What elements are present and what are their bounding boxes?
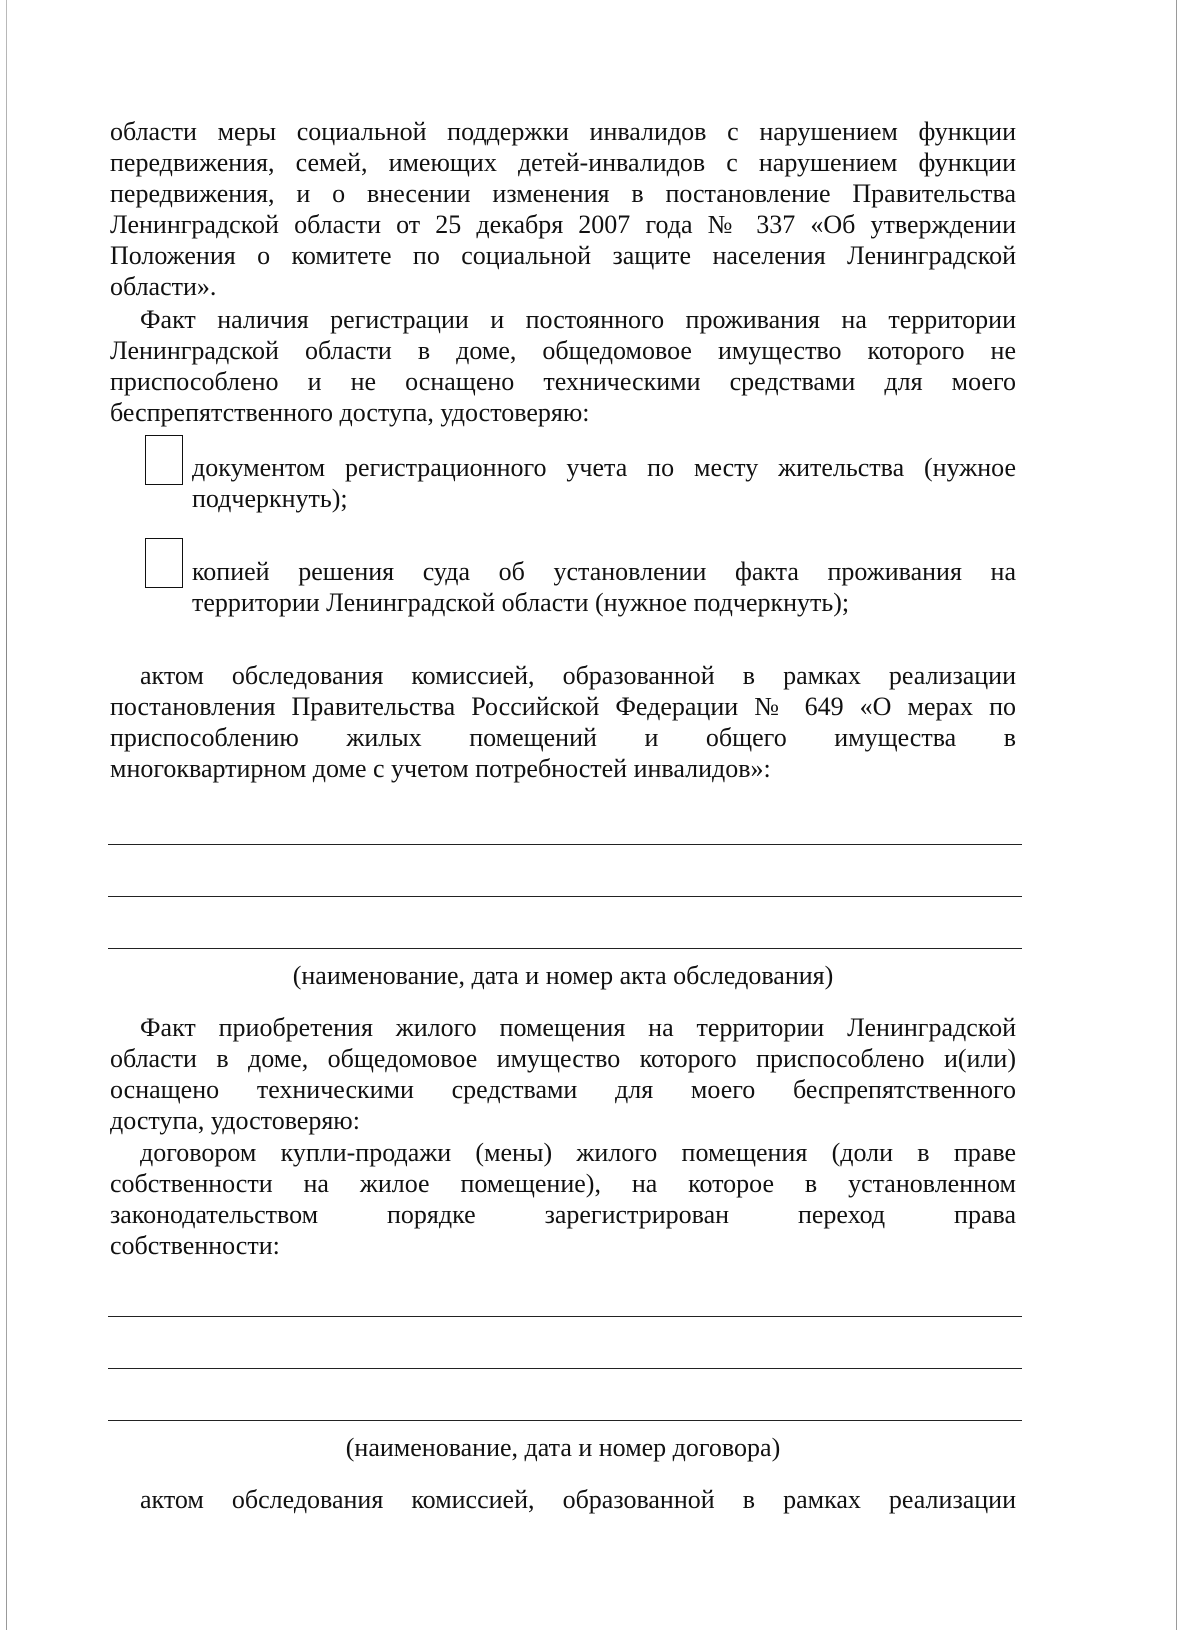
fill-in-line[interactable] [108, 948, 1022, 949]
text-line: многоквартирном доме с учетом потребностей инвалидов»: [110, 754, 771, 783]
text-line: оснащено техническими средствами для моего беспрепятственного [110, 1075, 1016, 1104]
paragraph-inspection-act [110, 660, 1016, 784]
text-line: Факт наличия регистрации и постоянного проживания на территории [140, 305, 1016, 334]
text-line: приспособлению жилых помещений и общего имущества в [110, 723, 1016, 752]
option-court-decision [192, 556, 1016, 618]
text-line: Факт приобретения жилого помещения на территории Ленинградской [140, 1013, 1016, 1042]
text-line: области меры социальной поддержки инвалидов с нарушением функции [110, 117, 1016, 146]
fill-in-line[interactable] [108, 896, 1022, 897]
fill-in-line[interactable] [108, 1368, 1022, 1369]
text-line: собственности на жилое помещение), на которое в установленном [110, 1169, 1016, 1198]
text-line: территории Ленинградской области (нужное подчеркнуть); [192, 588, 850, 617]
scan-edge-left [6, 0, 7, 1630]
fill-in-line[interactable] [108, 1316, 1022, 1317]
checkbox-court-decision[interactable] [145, 538, 183, 588]
text-line: договором купли-продажи (мены) жилого помещения (доли в праве [140, 1138, 1016, 1167]
text-line: приспособлено и не оснащено техническими средствами для моего [110, 367, 1016, 396]
text-line: передвижения, семей, имеющих детей-инвалидов с нарушением функции [110, 148, 1016, 177]
text-line: подчеркнуть); [192, 484, 348, 513]
paragraph-inspection-act-second [110, 1484, 1016, 1515]
fill-in-line[interactable] [108, 1420, 1022, 1421]
text-line: постановления Правительства Российской Федерации № 649 «О мерах по [110, 692, 1016, 721]
text-line: Положения о комитете по социальной защите населения Ленинградской [110, 241, 1016, 270]
caption-contract: (наименование, дата и номер договора) [345, 1433, 781, 1462]
paragraph-acquisition-fact [110, 1012, 1016, 1136]
text-line: беспрепятственного доступа, удостоверяю: [110, 398, 590, 427]
text-line: Ленинградской области от 25 декабря 2007 года № 337 «Об утверждении [110, 210, 1016, 239]
checkbox-registration-document[interactable] [145, 435, 183, 485]
paragraph-registration-fact [110, 304, 1016, 428]
text-line: актом обследования комиссией, образованной в рамках реализации [140, 661, 1016, 690]
scan-edge-right [1176, 0, 1177, 1630]
fill-in-line[interactable] [108, 844, 1022, 845]
text-line: передвижения, и о внесении изменения в постановление Правительства [110, 179, 1016, 208]
text-line: актом обследования комиссией, образованной в рамках реализации [140, 1485, 1016, 1514]
text-line: документом регистрационного учета по месту жительства (нужное [192, 453, 1016, 482]
caption-inspection-act: (наименование, дата и номер акта обследования) [292, 961, 834, 990]
text-line: области». [110, 272, 217, 301]
paragraph-sale-contract [110, 1137, 1016, 1261]
text-line: собственности: [110, 1231, 280, 1260]
text-line: Ленинградской области в доме, общедомовое имущество которого не [110, 336, 1016, 365]
option-registration-document [192, 452, 1016, 514]
text-line: копией решения суда об установлении факта проживания на [192, 557, 1016, 586]
text-line: законодательством порядке зарегистрирован переход права [110, 1200, 1016, 1229]
text-line: области в доме, общедомовое имущество которого приспособлено и(или) [110, 1044, 1016, 1073]
paragraph-regulation-reference [110, 116, 1016, 302]
text-line: доступа, удостоверяю: [110, 1106, 360, 1135]
